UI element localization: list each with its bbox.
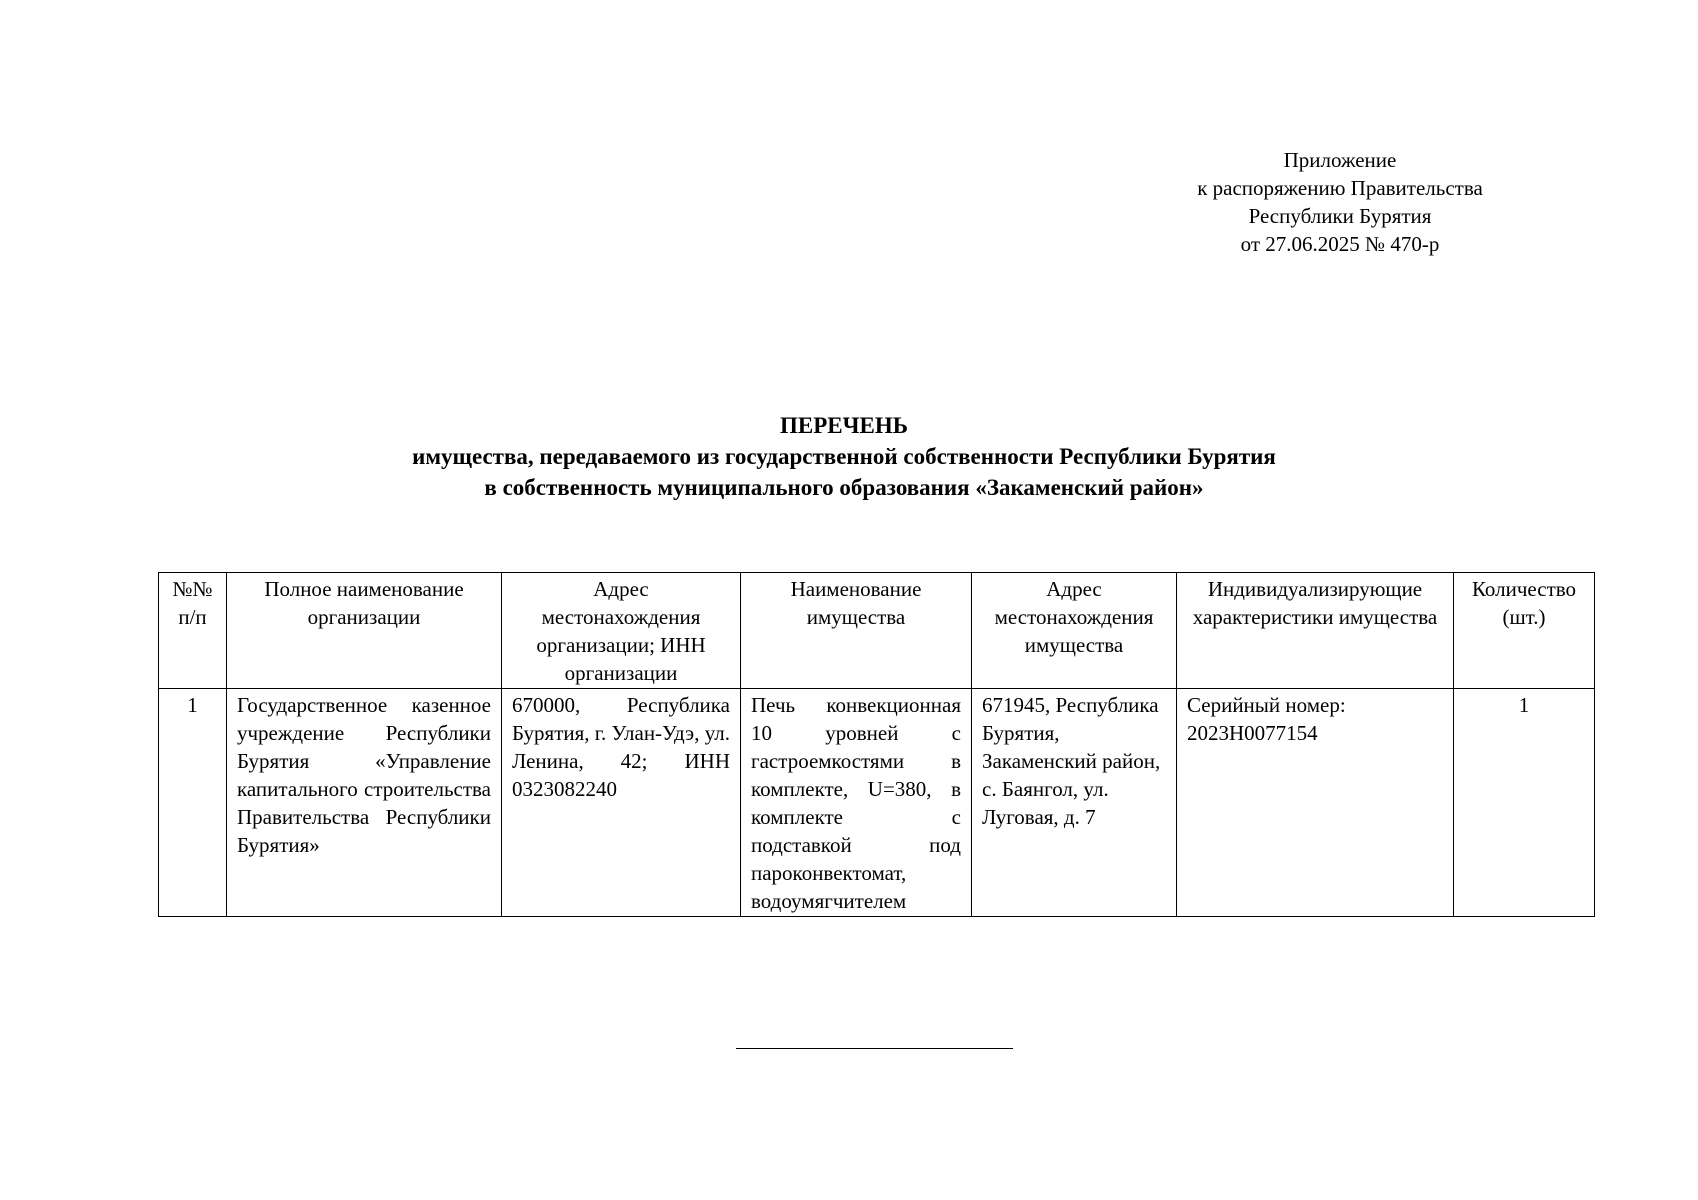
property-table-body	[159, 689, 1595, 917]
document-subtitle-line-1: имущества, передаваемого из государственной собственности Республики Бурятия	[412, 444, 1276, 469]
document-subtitle-line-2: в собственность муниципального образования «Закаменский район»	[484, 475, 1204, 500]
property-table-header	[159, 573, 1595, 689]
header-org-address: Адрес местонахождения организации; ИНН организации	[502, 573, 741, 689]
appendix-label: Приложение	[1283, 148, 1397, 172]
closing-divider	[736, 1048, 1013, 1049]
cell-characteristics: Серийный номер: 2023H0077154	[1177, 689, 1454, 917]
appendix-order-ref: к распоряжению Правительства	[1197, 176, 1483, 200]
header-characteristics: Индивидуализирующие характеристики имущества	[1177, 573, 1454, 689]
cell-quantity: 1	[1454, 689, 1595, 917]
header-property-name: Наименование имущества	[741, 573, 972, 689]
cell-property-name: Печь конвекционная 10 уровней с гастроемкостями в комплекте, U=380, в комплекте с подставкой под пароконвектомат, водоумягчителем	[741, 689, 972, 917]
table-row	[159, 689, 1595, 917]
cell-org-address: 670000, Республика Бурятия, г. Улан-Удэ, ул. Ленина, 42; ИНН 0323082240	[502, 689, 741, 917]
header-property-address: Адрес местонахождения имущества	[972, 573, 1177, 689]
property-table	[158, 572, 1595, 917]
cell-organization: Государственное казенное учреждение Республики Бурятия «Управление капитального строительства Правительства Республики Бурятия»	[227, 689, 502, 917]
cell-property-address: 671945, Республика Бурятия, Закаменский район, с. Баянгол, ул. Луговая, д. 7	[972, 689, 1177, 917]
header-organization: Полное наименование организации	[227, 573, 502, 689]
cell-number: 1	[159, 689, 227, 917]
appendix-block	[1160, 146, 1520, 258]
header-number: №№ п/п	[159, 573, 227, 689]
document-title: ПЕРЕЧЕНЬ	[780, 413, 908, 438]
document-heading	[0, 410, 1698, 503]
appendix-region: Республики Бурятия	[1248, 204, 1432, 228]
appendix-date-number: от 27.06.2025 № 470-р	[1240, 232, 1440, 256]
header-quantity: Количество (шт.)	[1454, 573, 1595, 689]
header-row	[159, 573, 1595, 689]
